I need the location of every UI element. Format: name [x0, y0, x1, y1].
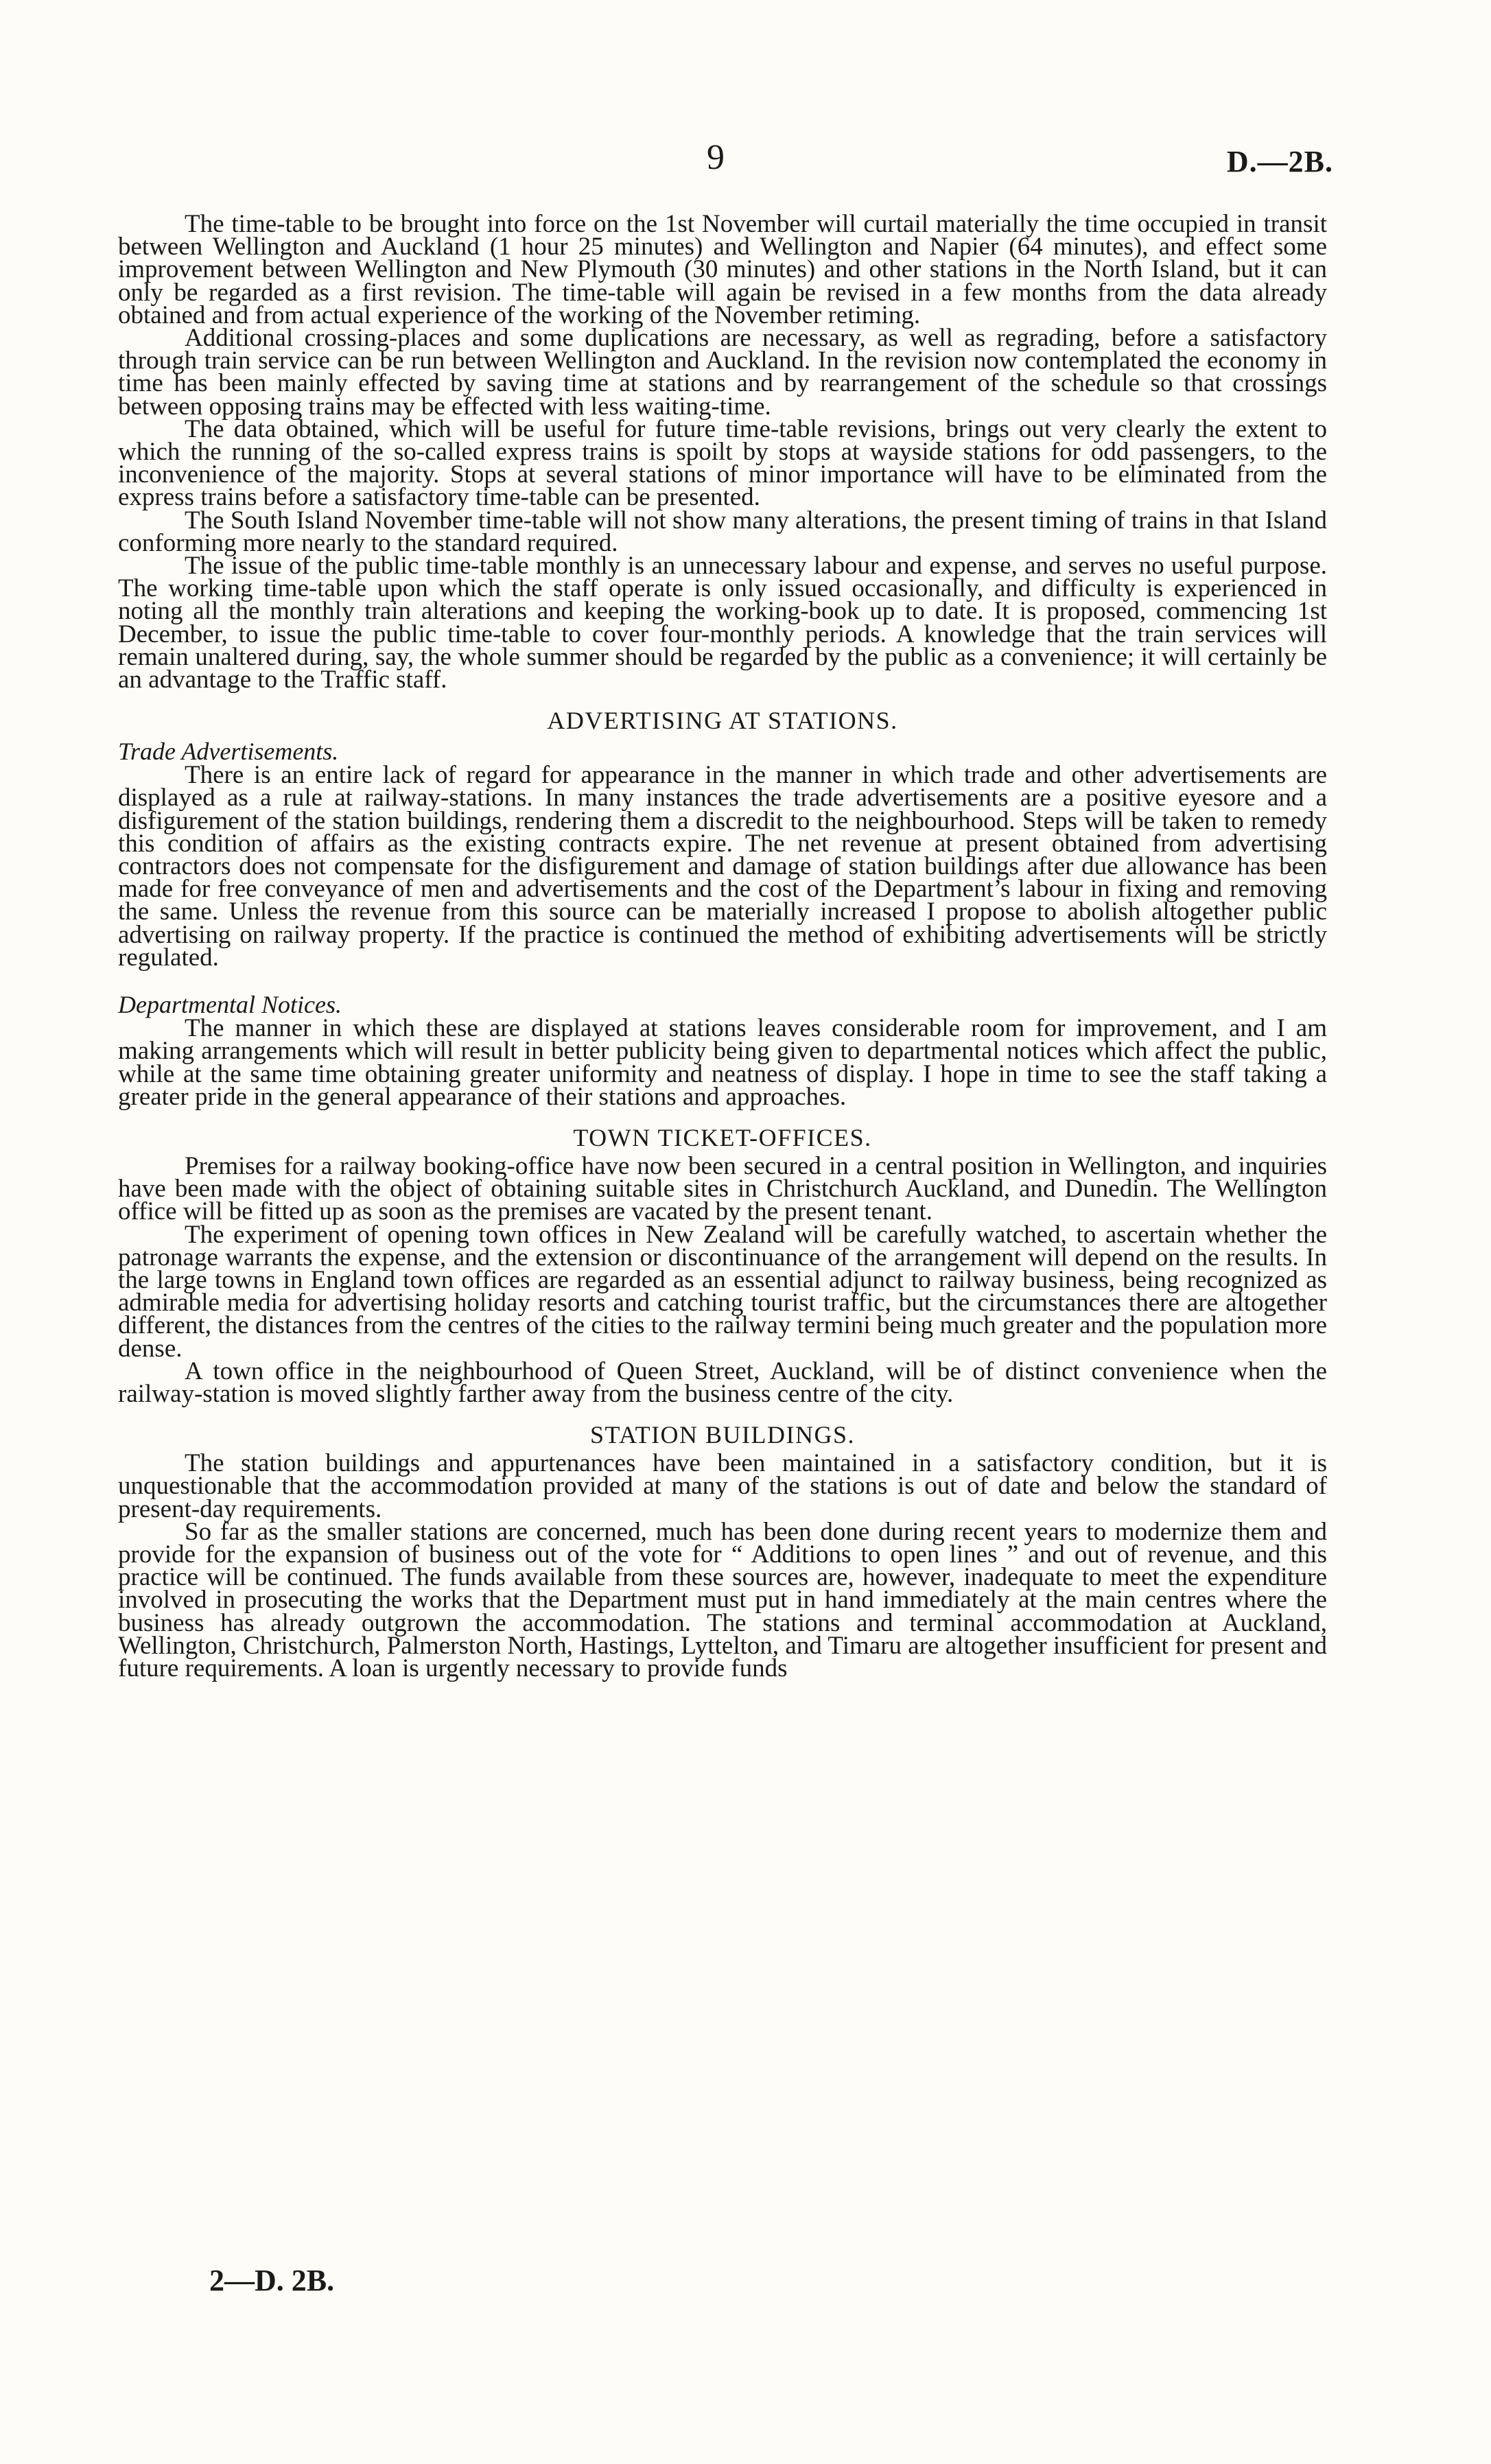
timetable-section — [118, 210, 1327, 694]
body-paragraph: The manner in which these are displayed at stations leaves considerable room for improvement, and I am making arrangements which will result in better publicity being given to departmental notices which affect the public, while at the same time obtaining greater uniformity and neatness of display. I hope in time to see the staff taking a greater pride in the general appearance of their stations and approaches. — [118, 1014, 1327, 1111]
body-paragraph: Additional crossing-places and some duplications are necessary, as well as regrading, before a satisfactory through train service can be run between Wellington and Auckland. In the revision now contemplated the economy in time has been mainly effected by saving time at stations and by rearrangement of the schedule so that crossings between opposing trains may be effected with less waiting-time. — [118, 324, 1327, 421]
section-heading: ADVERTISING AT STATIONS. — [547, 707, 898, 735]
body-paragraph: The time-table to be brought into force on the 1st November will curtail materially the time occupied in transit between Wellington and Auckland (1 hour 25 minutes) and Wellington and Napier (64 minutes), and effect some improvement between Wellington and New Plymouth (30 minutes) and other stations in the North Island, but it can only be regarded as a first revision. The time-table will again be revised in a few months from the data already obtained and from actual experience of the working of the November retiming. — [118, 210, 1327, 329]
subsection-heading: Departmental Notices. — [118, 991, 342, 1019]
section-heading: TOWN TICKET-OFFICES. — [573, 1123, 872, 1151]
body-paragraph: The South Island November time-table will not show many alterations, the present timing of trains in that Island conforming more nearly to the standard required. — [118, 506, 1327, 557]
body-paragraph: The data obtained, which will be useful for future time-table revisions, brings out very clearly the extent to which the running of the so-called express trains is spoilt by stops at wayside stations for odd passengers, to the inconvenience of the majority. Stops at several stations of minor importance will have to be eliminated from the express trains before a satisfactory time-table can be presented. — [118, 414, 1327, 512]
subsection-heading: Trade Advertisements. — [118, 738, 339, 766]
town-offices-section — [118, 1123, 1327, 1408]
body-paragraph: The experiment of opening town offices in New Zealand will be carefully watched, to ascertain whether the patronage warrants the expense, and the extension or discontinuance of the arrangement will depend on the results. In the large towns in England town offices are regarded as an essential adjunct to railway business, being recognized as admirable media for advertising holiday resorts and catching tourist traffic, but the circumstances there are altogether different, the distances from the centres of the cities to the railway termini being much greater and the population more dense. — [118, 1220, 1327, 1363]
station-buildings-section — [118, 1420, 1327, 1680]
page-body — [118, 210, 1327, 1682]
body-paragraph: The issue of the public time-table monthly is an unnecessary labour and expense, and serves no useful purpose. The working time-table upon which the staff operate is only issued occasionally, and difficulty is experienced in noting all the monthly train alterations and keeping the working-book up to date. It is proposed, commencing 1st December, to issue the public time-table to cover four-monthly periods. A knowledge that the train services will remain unaltered during, say, the whole summer should be regarded by the public as a convenience; it will certainly be an advantage to the Traffic staff. — [118, 552, 1327, 694]
body-paragraph: So far as the smaller stations are concerned, much has been done during recent years to modernize them and provide for the expansion of business out of the vote for “ Additions to open lines ” and out of revenue, and this practice will be continued. The funds available from these sources are, however, inadequate to meet the expenditure involved in prosecuting the works that the Department must put in hand immediately at the main centres where the business has already outgrown the accommodation. The stations and terminal accommodation at Auckland, Wellington, Christchurch, Palmerston North, Hastings, Lyttelton, and Timaru are altogether insufficient for present and future requirements. A loan is urgently necessary to provide funds — [118, 1517, 1327, 1682]
body-paragraph: A town office in the neighbourhood of Queen Street, Auckland, will be of distinct convenience when the railway-station is moved slightly farther away from the business centre of the city. — [118, 1357, 1327, 1408]
section-heading: STATION BUILDINGS. — [589, 1421, 856, 1449]
body-paragraph: There is an entire lack of regard for appearance in the manner in which trade and other advertisements are displayed as a rule at railway-stations. In many instances the trade advertisements are a positive eyesore and a disfigurement of the station buildings, rendering them a discredit to the neighbourhood. Steps will be taken to remedy this condition of affairs as the existing contracts expire. The net revenue at present obtained from advertising contractors does not compensate for the disfigurement and damage of station buildings after due allowance has been made for free conveyance of men and advertisements and the cost of the Department’s labour in fixing and removing the same. Unless the revenue from this source can be materially increased I propose to abolish altogether public advertising on railway property. If the practice is continued the method of exhibiting advertisements will be strictly regulated. — [118, 761, 1327, 972]
document-reference: D.—2B. — [1226, 145, 1333, 178]
signature-mark: 2—D. 2B. — [209, 2264, 335, 2297]
page-number: 9 — [707, 138, 725, 177]
page-header — [0, 137, 1491, 192]
advertising-section — [118, 706, 1327, 1111]
body-paragraph: Premises for a railway booking-office have now been secured in a central position in Wellington, and inquiries have been made with the object of obtaining suitable sites in Christchurch Auckland, and Dunedin. The Wellington office will be fitted up as soon as the premises are vacated by the present tenant. — [118, 1151, 1327, 1226]
body-paragraph: The station buildings and appurtenances have been maintained in a satisfactory condition, but it is unquestionable that the accommodation provided at many of the stations is out of date and below the standard of present-day requirements. — [118, 1449, 1327, 1523]
